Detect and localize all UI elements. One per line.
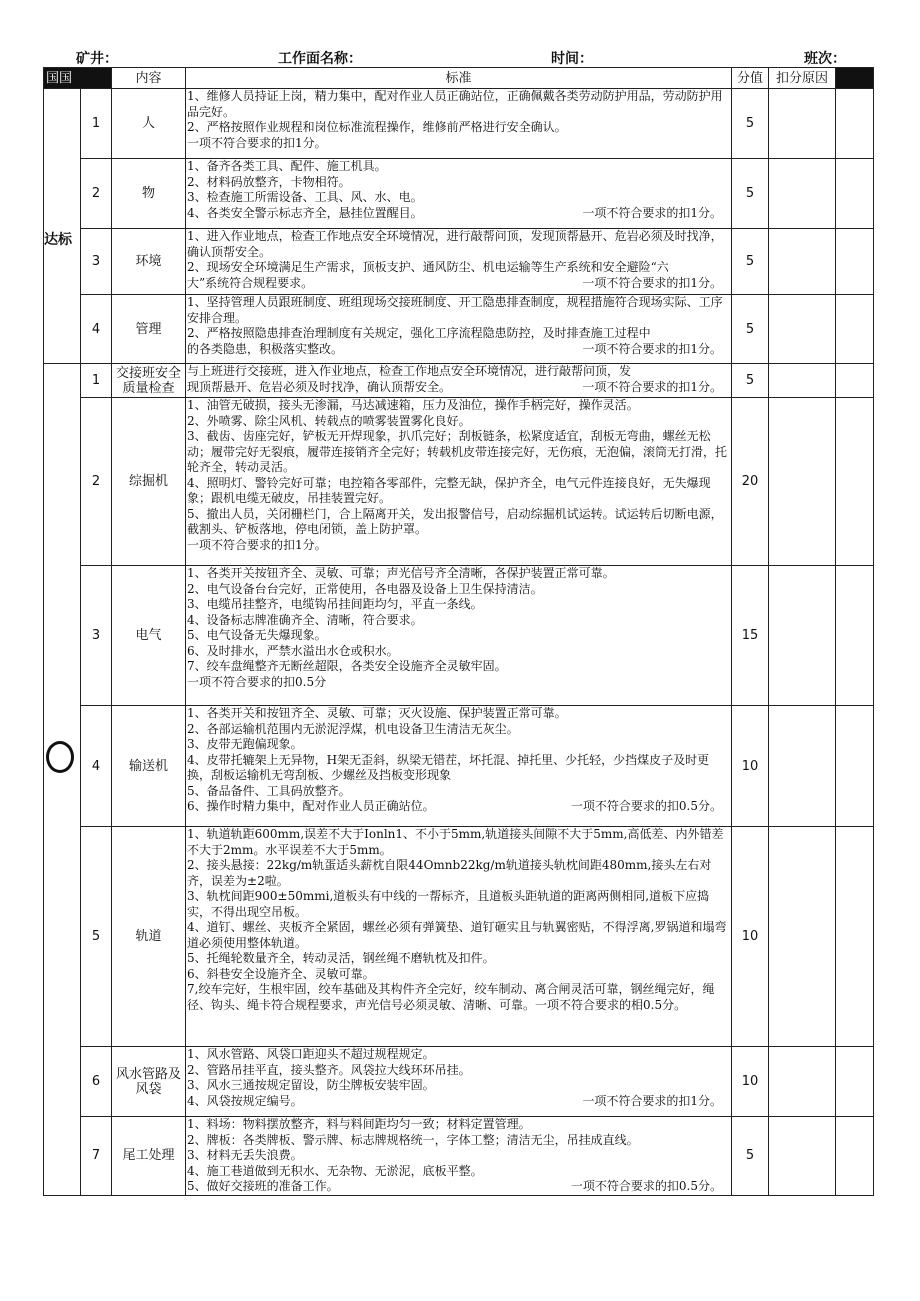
standard-line: 1、进入作业地点，检查工作地点安全环境情况，进行敲帮问顶，发现顶帮悬开、危岩必须及时找净，确认顶帮安全。 <box>187 229 723 259</box>
standard-text <box>186 398 732 566</box>
standard-line: 4、道钉、螺丝、夹板齐全紧固，螺丝必须有弹簧垫、道钉砸实且与轨翼密贴，不得浮离,罗锅道和塌弯道必须使用整体轨道。 <box>187 920 727 950</box>
standard-line: 4、施工巷道做到无积水、无杂物、无淤泥，底板平整。 <box>187 1163 483 1178</box>
standard-line: 与上班进行交接班，进入作业地点，检查工作地点安全环境情况，进行敲帮问顶，发 <box>187 364 632 378</box>
mine-label: 矿井： <box>76 51 118 67</box>
deduct-reason-cell[interactable] <box>769 295 836 364</box>
standard-line-text: 4、各类安全警示标志齐全，悬挂位置醒目。 <box>187 205 423 220</box>
standard-line: 一项不符合要求的扣1分。 <box>187 135 327 150</box>
standard-line <box>187 276 730 292</box>
table-row <box>44 1047 874 1117</box>
table-row <box>44 706 874 827</box>
table-row <box>44 229 874 295</box>
category-label: 达标 <box>44 232 72 248</box>
deduction-note: 一项不符合要求的扣1分。 <box>582 379 723 394</box>
standard-line: 1、维修人员持证上岗，精力集中，配对作业人员正确站位，正确佩戴各类劳动防护用品，劳动防护用品完好。 <box>187 89 723 119</box>
table-row <box>44 89 874 159</box>
content-header: 内容 <box>112 68 186 89</box>
standard-line: 5、撤出人员，关闭栅栏门，合上隔离开关，发出报警信号，启动综掘机试运转。试运转后切断电源，截割头、铲板落地，停电闭锁，盖上防护罩。 <box>187 506 723 536</box>
item-name: 综掘机 <box>112 398 186 566</box>
standard-header: 标准 <box>186 68 732 89</box>
standard-line: 1、各类开关和按钮齐全、灵敏、可靠；灭火设施、保护装置正常可靠。 <box>187 706 567 720</box>
standard-line <box>187 1179 730 1195</box>
standard-line-text: 的各类隐患，积极落实整改。 <box>187 341 344 356</box>
standard-text <box>186 1117 732 1196</box>
standard-line: 3、电缆吊挂整齐，电缆钩吊挂间距均匀，平直一条线。 <box>187 597 483 611</box>
standard-line: 3、皮带无跑偏现象。 <box>187 737 303 751</box>
standard-line: 一项不符合要求的扣1分。 <box>187 537 327 552</box>
score-value: 15 <box>732 566 769 706</box>
score-value: 5 <box>732 159 769 229</box>
standard-text <box>186 566 732 706</box>
row-number: 1 <box>81 89 112 159</box>
standard-line: 5、备品备件、工具码放整齐。 <box>187 783 351 798</box>
deduction-note: 一项不符合要求的扣1分。 <box>582 275 723 290</box>
standard-line-text: 大”系统符合规程要求。 <box>187 275 314 290</box>
row-number: 3 <box>81 566 112 706</box>
standard-line: 2、管路吊挂平直，接头整齐。风袋拉大线环环吊挂。 <box>187 1062 471 1077</box>
extra-cell[interactable] <box>836 89 874 159</box>
extra-cell[interactable] <box>836 159 874 229</box>
standard-line <box>187 1094 730 1110</box>
standard-line <box>187 342 730 358</box>
time-label: 时间： <box>551 51 593 67</box>
item-name: 环境 <box>112 229 186 295</box>
row-number: 7 <box>81 1117 112 1196</box>
standard-line: 1、备齐各类工具、配件、施工机具。 <box>187 159 387 173</box>
extra-cell[interactable] <box>836 364 874 398</box>
category-cell-standard <box>44 89 81 364</box>
row-number: 2 <box>81 398 112 566</box>
score-header: 分值 <box>732 68 769 89</box>
table-row <box>44 1117 874 1196</box>
row-number: 2 <box>81 159 112 229</box>
standard-text <box>186 364 732 398</box>
standard-line: 1、轨道轨距600mm,误差不大于Ionln1、不小于5mm,轨道接头间隙不大于5mm,高低差、内外错差不大于2mm。水平误差不大于5mm。 <box>187 827 724 857</box>
score-value: 5 <box>732 364 769 398</box>
standard-line: 1、油管无破损，接头无渗漏，马达减速箱，压力及油位，操作手柄完好，操作灵活。 <box>187 398 639 412</box>
standard-line: 7,绞车完好，生根牢固，绞车基础及其构件齐全完好，绞车制动、离合闸灵活可靠，钢丝绳完好，绳径、钩头、绳卡符合规程要求，声光信号必须灵敏、清晰、可靠。一项不符合要求的相0.5分。 <box>187 982 715 1012</box>
deduct-reason-cell[interactable] <box>769 827 836 1047</box>
deduction-note: 一项不符合要求的扣1分。 <box>582 1093 723 1108</box>
deduct-reason-cell[interactable] <box>769 229 836 295</box>
shift-label: 班次： <box>804 51 846 67</box>
score-value: 10 <box>732 1047 769 1117</box>
standard-line: 2、严格按照隐患排查治理制度有关规定，强化工序流程隐患防控，及时排查施工过程中 <box>187 326 651 340</box>
standard-line: 1、各类开关按钮齐全、灵敏、可靠；声光信号齐全清晰，各保护装置正常可靠。 <box>187 566 615 580</box>
deduct-reason-cell[interactable] <box>769 706 836 827</box>
standard-line-text: 现顶帮悬开、危岩必须及时找净，确认顶帮安全。 <box>187 379 452 394</box>
extra-cell[interactable] <box>836 1047 874 1117</box>
row-number: 3 <box>81 229 112 295</box>
standard-line: 2、现场安全环境满足生产需求，顶板支护、通风防尘、机电运输等生产系统和安全避险“六 <box>187 260 669 274</box>
table-row <box>44 566 874 706</box>
item-name: 交接班安全质量检查 <box>112 364 186 398</box>
standard-line: 6、及时排水，严禁水溢出水仓或积水。 <box>187 643 399 658</box>
standard-line: 4、设备标志牌准确齐全、清晰，符合要求。 <box>187 612 423 627</box>
standard-line: 2、外喷雾、除尘风机、转载点的喷雾装置雾化良好。 <box>187 413 471 428</box>
deduction-note: 一项不符合要求的扣0.5分。 <box>570 799 723 813</box>
item-name: 轨道 <box>112 827 186 1047</box>
inspection-table <box>43 67 874 1196</box>
standard-line <box>187 799 730 815</box>
extra-cell[interactable] <box>836 706 874 827</box>
standard-line: 3、材料无丢失浪费。 <box>187 1148 303 1162</box>
row-number: 5 <box>81 827 112 1047</box>
row-number: 6 <box>81 1047 112 1117</box>
standard-line: 3、检查施工所需设备、工具、风、水、电。 <box>187 190 423 204</box>
table-row <box>44 159 874 229</box>
extra-cell[interactable] <box>836 398 874 566</box>
standard-text <box>186 827 732 1047</box>
standard-line: 2、接头悬接：22kg∕m轨蛋适头薪枕自限44Omnb22kg∕m轨道接头轨枕间距480mm,接头左右对齐，误差为±2啦。 <box>187 858 712 888</box>
standard-line-text: 5、做好交接班的准备工作。 <box>187 1179 339 1193</box>
standard-line-text: 4、风袋按规定编号。 <box>187 1093 303 1108</box>
extra-cell[interactable] <box>836 229 874 295</box>
standard-text <box>186 89 732 159</box>
extra-cell[interactable] <box>836 566 874 706</box>
table-row <box>44 364 874 398</box>
standard-line: 7、绞车盘绳整齐无断丝超限，各类安全设施齐全灵敏牢固。 <box>187 659 507 673</box>
standard-line <box>187 380 730 396</box>
standard-text <box>186 229 732 295</box>
standard-text <box>186 706 732 827</box>
row-number: 4 <box>81 706 112 827</box>
row-number: 4 <box>81 295 112 364</box>
standard-line: 5、托绳轮数量齐全，转动灵活，钢丝绳不磨轨枕及扣件。 <box>187 951 495 965</box>
standard-line: 2、各部运输机范围内无淤泥浮煤，机电设备卫生清洁无灰尘。 <box>187 721 519 736</box>
deduction-note: 一项不符合要求的扣0.5分。 <box>570 1179 723 1193</box>
standard-text <box>186 159 732 229</box>
standard-line <box>187 206 730 222</box>
ring-icon <box>46 741 74 773</box>
item-name: 尾工处理 <box>112 1117 186 1196</box>
item-name: 人 <box>112 89 186 159</box>
deduct-reason-cell[interactable] <box>769 1117 836 1196</box>
standard-line: 2、牌板：各类牌板、警示牌、标志牌规格统一，字体工整；清洁无尘，吊挂成直线。 <box>187 1132 639 1147</box>
standard-line: 4、皮带托辘架上无异物，H架无歪斜，纵梁无错茬，坏托混、掉托里、少托轻，少挡煤皮子及时更换，刮板运输机无弯刮板、少螺丝及挡板变形现象 <box>187 752 710 782</box>
extra-header <box>836 68 874 89</box>
category-cell-equipment <box>44 364 81 1196</box>
score-value: 10 <box>732 706 769 827</box>
item-name: 输送机 <box>112 706 186 827</box>
score-value: 5 <box>732 89 769 159</box>
standard-line: 3、截齿、齿座完好，铲板无开焊现象，扒爪完好；刮板链条，松紧度适宜，刮板无弯曲，螺丝无松动；履带完好无裂痕，履带连接销齐全完好；转载机皮带连接完好，无伤痕，无泡偏，滚筒无打滑，托轮齐全，转动灵活。 <box>187 429 728 474</box>
standard-line: 1、料场：物料摆放整齐，料与料间距均匀一致；材料定置管理。 <box>187 1117 531 1131</box>
deduct-header: 扣分原因 <box>769 68 836 89</box>
deduct-reason-cell[interactable] <box>769 89 836 159</box>
standard-line: 2、严格按照作业规程和岗位标准流程操作，维修前严格进行安全确认。 <box>187 120 567 134</box>
table-row <box>44 827 874 1047</box>
deduction-note: 一项不符合要求的扣1分。 <box>582 341 723 356</box>
row-number: 1 <box>81 364 112 398</box>
deduct-reason-cell[interactable] <box>769 364 836 398</box>
standard-line: 1、坚持管理人员跟班制度、班组现场交接班制度、开工隐患排查制度，规程措施符合现场实际、工序安排合理。 <box>187 295 723 325</box>
score-value: 5 <box>732 1117 769 1196</box>
extra-cell[interactable] <box>836 827 874 1047</box>
standard-line: 1、风水管路、风袋口距迎头不超过规程规定。 <box>187 1047 435 1061</box>
standard-line: 6、斜巷安全设施齐全、灵敏可靠。 <box>187 966 375 981</box>
item-name: 风水管路及风袋 <box>112 1047 186 1117</box>
deduction-note: 一项不符合要求的扣1分。 <box>582 205 723 220</box>
deduct-reason-cell[interactable] <box>769 1047 836 1117</box>
standard-text <box>186 295 732 364</box>
deduct-reason-cell[interactable] <box>769 566 836 706</box>
standard-line-text: 6、操作时精力集中，配对作业人员正确站位。 <box>187 799 435 813</box>
standard-line: 一项不符合要求的扣0.5分 <box>187 674 327 689</box>
category-header: 国国 <box>44 68 112 89</box>
standard-line: 5、电气设备无失爆现象。 <box>187 628 327 642</box>
score-value: 5 <box>732 295 769 364</box>
table-header-row <box>44 68 874 89</box>
extra-cell[interactable] <box>836 1117 874 1196</box>
standard-line: 4、照明灯、警铃完好可靠；电控箱各零部件，完整无缺，保护齐全，电气元件连接良好，无失爆现象；跟机电缆无破皮，吊挂装置完好。 <box>187 475 711 505</box>
table-row <box>44 295 874 364</box>
extra-cell[interactable] <box>836 295 874 364</box>
deduct-reason-cell[interactable] <box>769 398 836 566</box>
standard-line: 2、电气设备台台完好，正常使用，各电器及设备上卫生保持清洁。 <box>187 581 543 596</box>
standard-line: 3、轨枕间距900±50mmi,道板头有中线的一帮标齐，且道板头距轨道的距离两侧相同,道板下应捣实，不得出现空吊板。 <box>187 889 710 919</box>
item-name: 电气 <box>112 566 186 706</box>
score-value: 5 <box>732 229 769 295</box>
standard-text <box>186 1047 732 1117</box>
deduct-reason-cell[interactable] <box>769 159 836 229</box>
item-name: 物 <box>112 159 186 229</box>
score-value: 20 <box>732 398 769 566</box>
table-row <box>44 398 874 566</box>
item-name: 管理 <box>112 295 186 364</box>
score-value: 10 <box>732 827 769 1047</box>
face-name-label: 工作面名称： <box>278 51 362 67</box>
standard-line: 2、材料码放整齐，卡物相符。 <box>187 174 351 189</box>
standard-line: 3、风水三通按规定留设，防尘牌板安装牢固。 <box>187 1078 435 1092</box>
